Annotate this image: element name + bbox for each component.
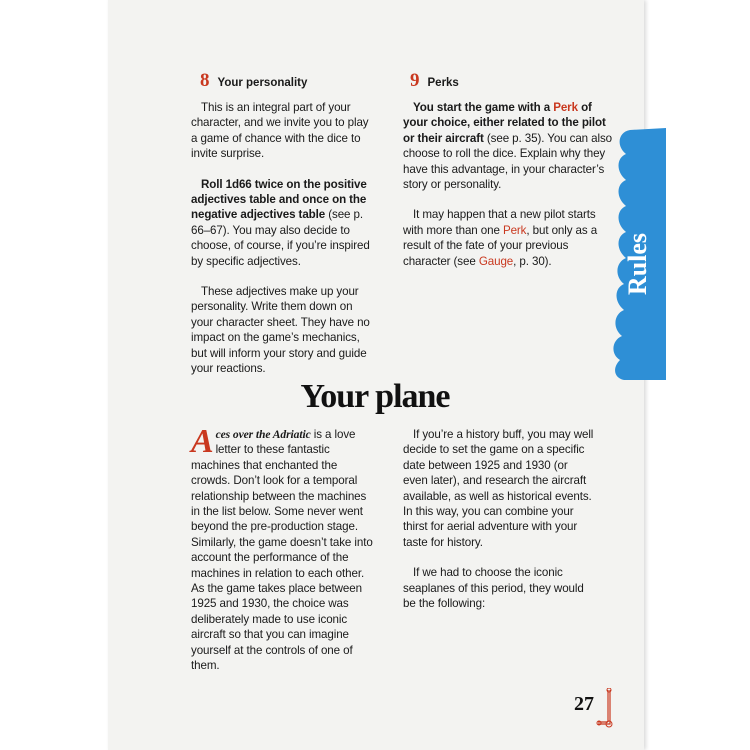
paragraph: Roll 1d66 twice on the positive adjectives table and once on the negative adjectives table (see p. 66–67). You may also decide to choose, of course, if you’re inspired by specific adjectives.	[191, 177, 370, 268]
paragraph: If you’re a history buff, you may well decide to set the game on a specific date between 1925 and 1930 (or even later), and research the aircraft available, as well as historical events. In this way, you can combine your thirst for aerial adventure with your taste for history.	[403, 428, 594, 549]
perk-link[interactable]: Perk	[502, 223, 527, 237]
paragraph: It may happen that a new pilot starts with more than one Perk, but only as a result of the fate of your previous character (see Gauge, p. 30).	[403, 208, 598, 268]
section-number: 9	[410, 70, 420, 91]
perk-link[interactable]: Perk	[553, 101, 578, 114]
section-title: Perks	[427, 77, 459, 89]
section-number: 8	[200, 70, 210, 91]
paragraph: Aces over the Adriatic is a love letter to these fantastic machines that enchanted the crowds. Don’t look for a temporal relationship between the machines in the list below. Some never went beyond the pre-production stage. Similarly, the game doesn’t take into account the performance of the machines in relation to each other. As the game takes place between 1925 and 1930, the choice was deliberately made to use iconic aircraft so that you can imagine yourself at the controls of one of them.	[191, 423, 373, 673]
section-9-header	[410, 70, 459, 92]
section-8-header	[200, 70, 307, 92]
italic-title: ces over the Adriatic	[215, 428, 311, 441]
paragraph: You start the game with a Perk of your choice, either related to the pilot or their aircraft (see p. 35). You can also choose to roll the dice. Explain why they have this advantage, in your character’s story or personality.	[403, 101, 613, 192]
page-number: 27	[574, 693, 594, 715]
drop-cap: A	[191, 423, 214, 460]
plane-left-column	[191, 423, 375, 689]
chapter-title: Your plane	[300, 378, 450, 415]
paragraph: This is an integral part of your character, and we invite you to play a game of chance with the dice to invite surprise.	[191, 101, 369, 161]
paragraph: If we had to choose the iconic seaplanes of this period, they would be the following:	[403, 566, 584, 611]
corner-ornament-icon	[596, 688, 618, 730]
section-8-body	[191, 100, 375, 392]
plane-right-column	[403, 427, 595, 626]
section-9-body	[403, 100, 615, 284]
rules-tab-label[interactable]: Rules	[623, 232, 652, 296]
gauge-link[interactable]: Gauge	[478, 254, 514, 268]
paragraph: These adjectives make up your personality. Write them down on your character sheet. They have no impact on the game’s mechanics, but will inform your story and guide your reactions.	[191, 285, 370, 376]
section-title: Your personality	[217, 77, 308, 89]
